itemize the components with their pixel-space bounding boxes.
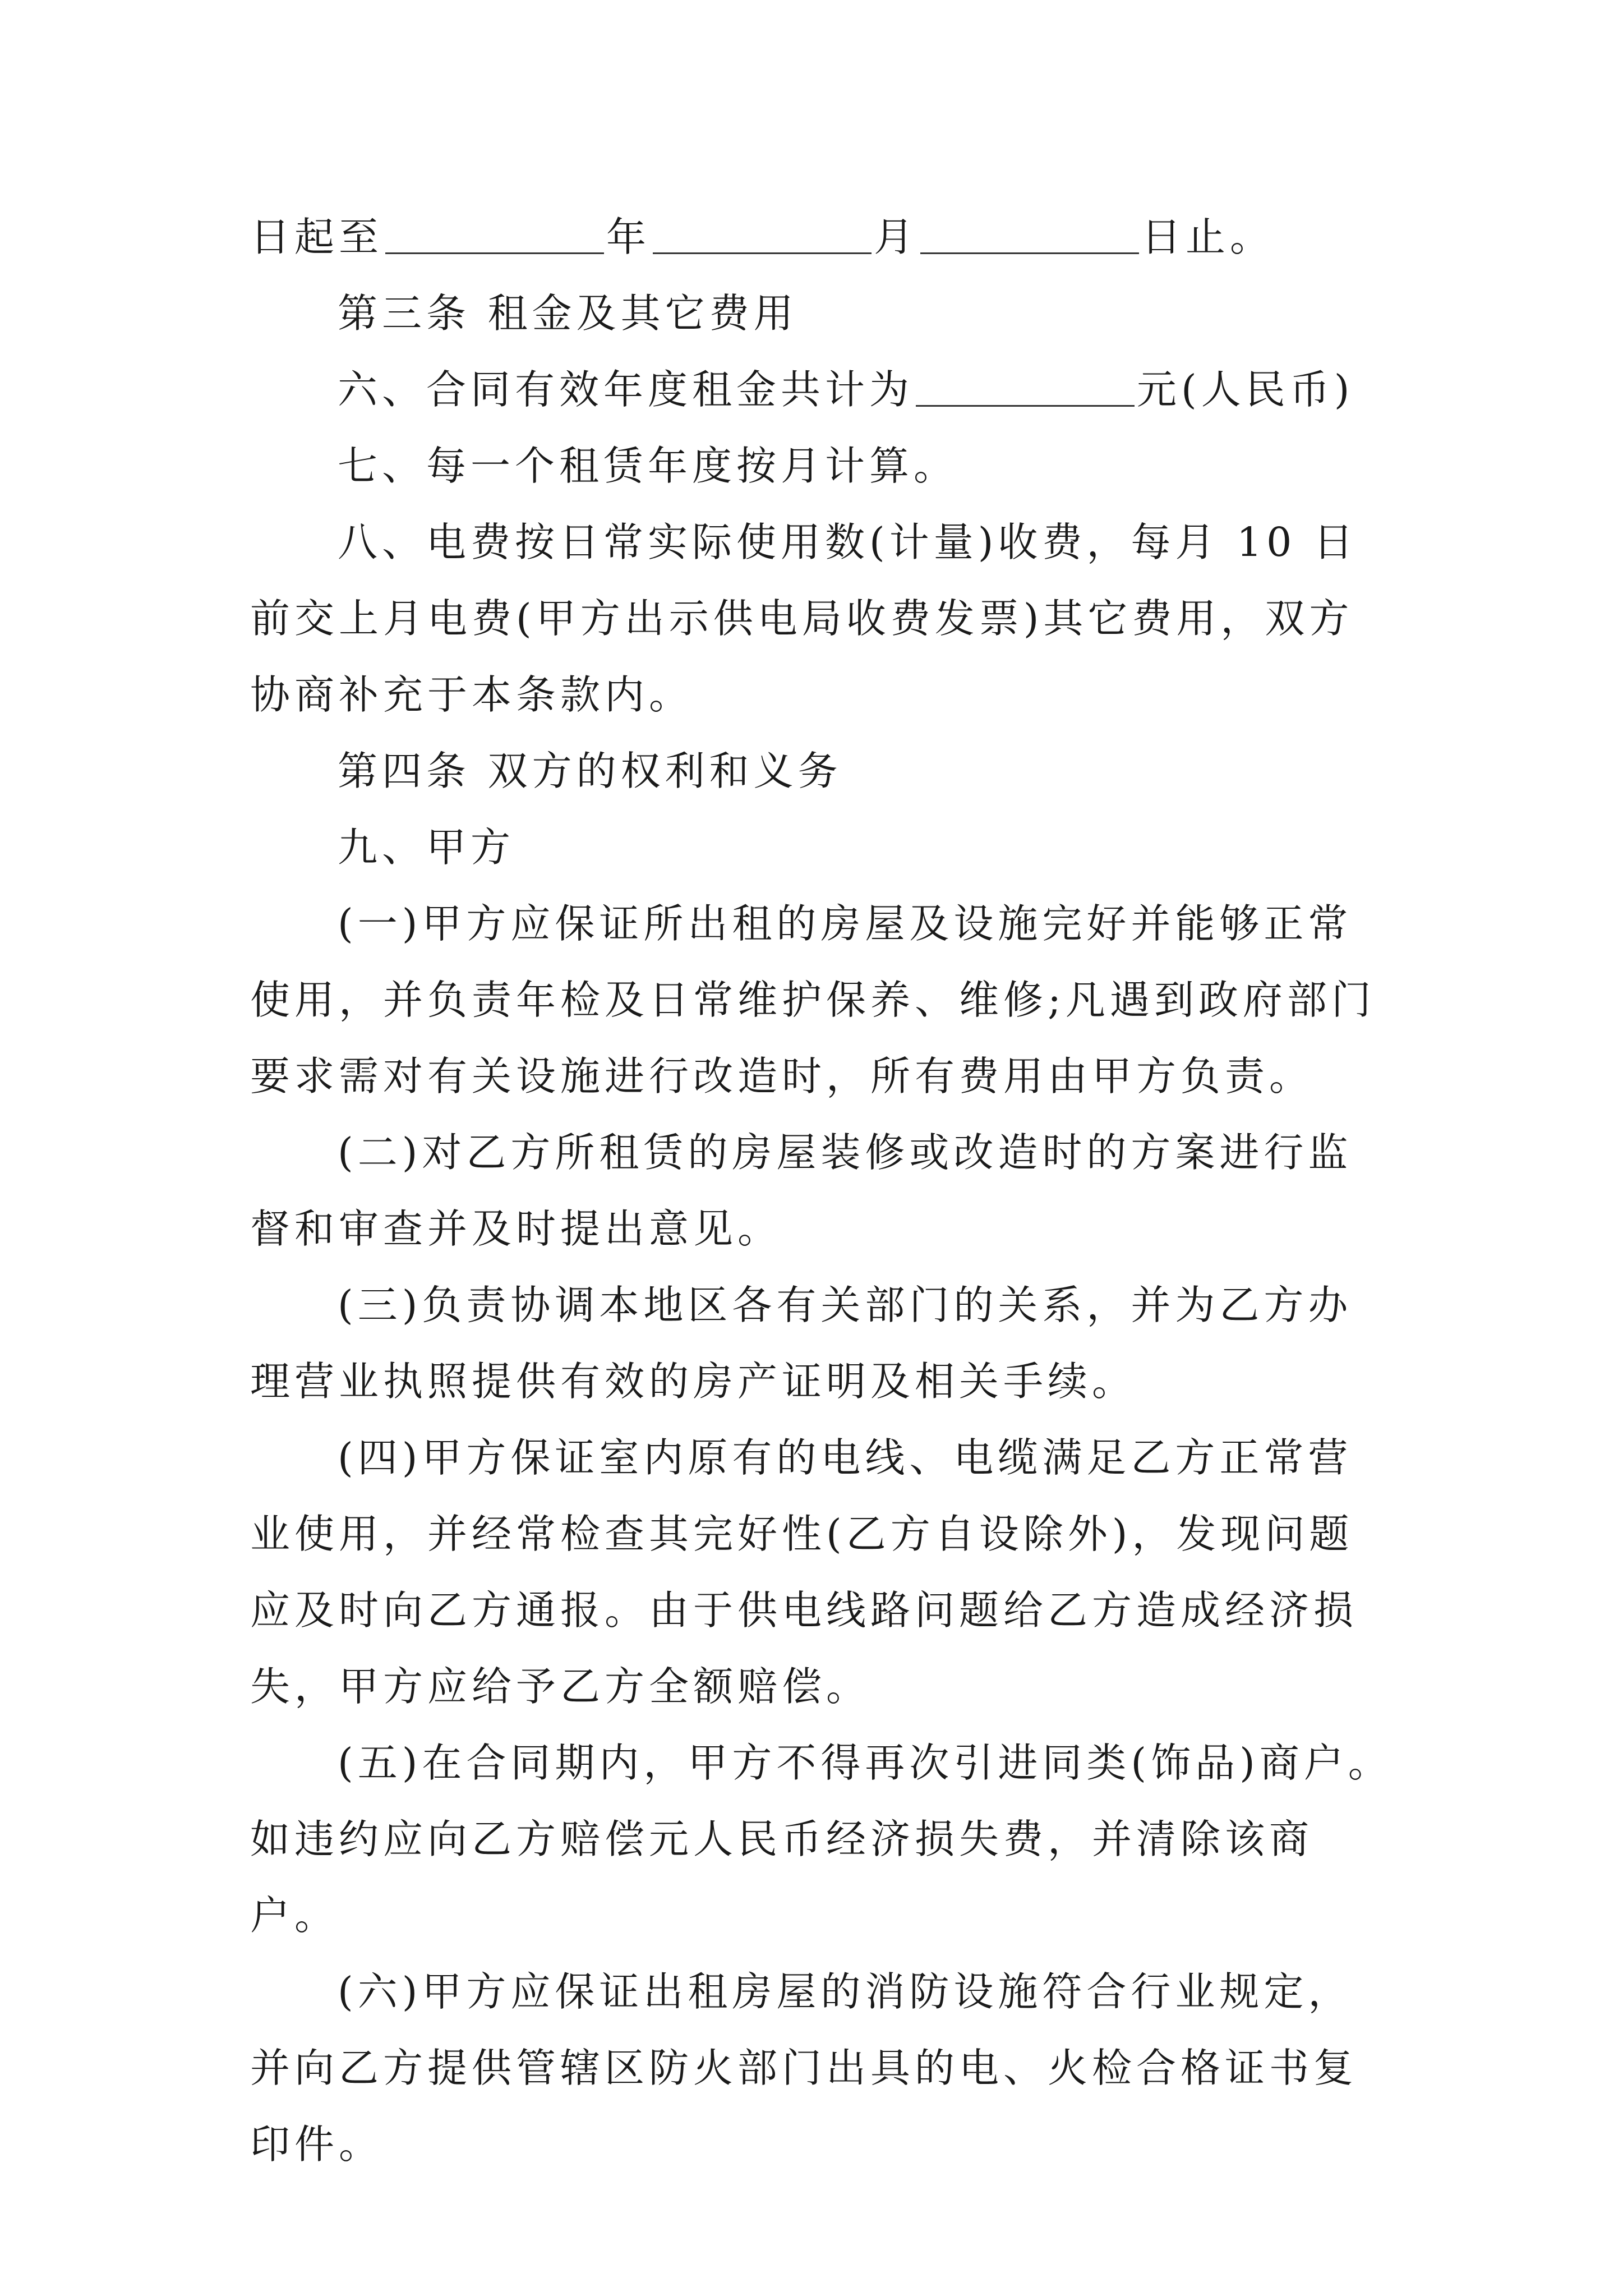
blank-field bbox=[920, 219, 1139, 254]
article-heading: 第四条 双方的权利和义务 bbox=[338, 748, 842, 794]
lease-term-line bbox=[250, 199, 1394, 275]
text-segment: 日止。 bbox=[1141, 214, 1275, 260]
text-segment: 月 bbox=[874, 214, 919, 260]
sub-clause: (二)对乙方所租赁的房屋装修或改造时的方案进行监督和审查并及时提出意见。 bbox=[250, 1129, 1353, 1252]
sub-clause: (一)甲方应保证所出租的房屋及设施完好并能够正常使用，并负责年检及日常维护保养、维修;凡遇到政府部门要求需对有关设施进行改造时，所有费用由甲方负责。 bbox=[250, 900, 1376, 1099]
blank-field bbox=[385, 219, 604, 254]
text-segment: 年 bbox=[606, 214, 651, 260]
clause: 七、每一个租赁年度按月计算。 bbox=[338, 443, 958, 489]
text-segment: 元(人民币) bbox=[1137, 366, 1354, 413]
sub-clause: (六)甲方应保证出租房屋的消防设施符合行业规定，并向乙方提供管辖区防火部门出具的电、火检合格证书复印件。 bbox=[250, 1968, 1358, 2168]
blank-field bbox=[653, 219, 872, 254]
text-segment: 六、合同有效年度租金共计为 bbox=[338, 366, 914, 413]
clause: 八、电费按日常实际使用数(计量)收费，每月 10 日前交上月电费(甲方出示供电局收费发票)其它费用，双方协商补充于本条款内。 bbox=[250, 519, 1358, 718]
blank-field bbox=[916, 371, 1135, 407]
text-segment: 日起至 bbox=[250, 214, 384, 260]
sub-clause: (三)负责协调本地区各有关部门的关系，并为乙方办理营业执照提供有效的房产证明及相关手续。 bbox=[250, 1282, 1353, 1405]
sub-clause: (五)在合同期内，甲方不得再次引进同类(饰品)商户。如违约应向乙方赔偿元人民币经济损失费，并清除该商户。 bbox=[250, 1740, 1393, 1939]
article-heading: 第三条 租金及其它费用 bbox=[338, 290, 798, 337]
sub-clause: (四)甲方保证室内原有的电线、电缆满足乙方正常营业使用，并经常检查其完好性(乙方自设除外)，发现问题应及时向乙方通报。由于供电线路问题给乙方造成经济损失，甲方应给予乙方全额赔偿。 bbox=[250, 1434, 1358, 1710]
clause: 九、甲方 bbox=[338, 824, 515, 871]
contract-body bbox=[250, 199, 1394, 2183]
clause bbox=[250, 352, 1394, 428]
